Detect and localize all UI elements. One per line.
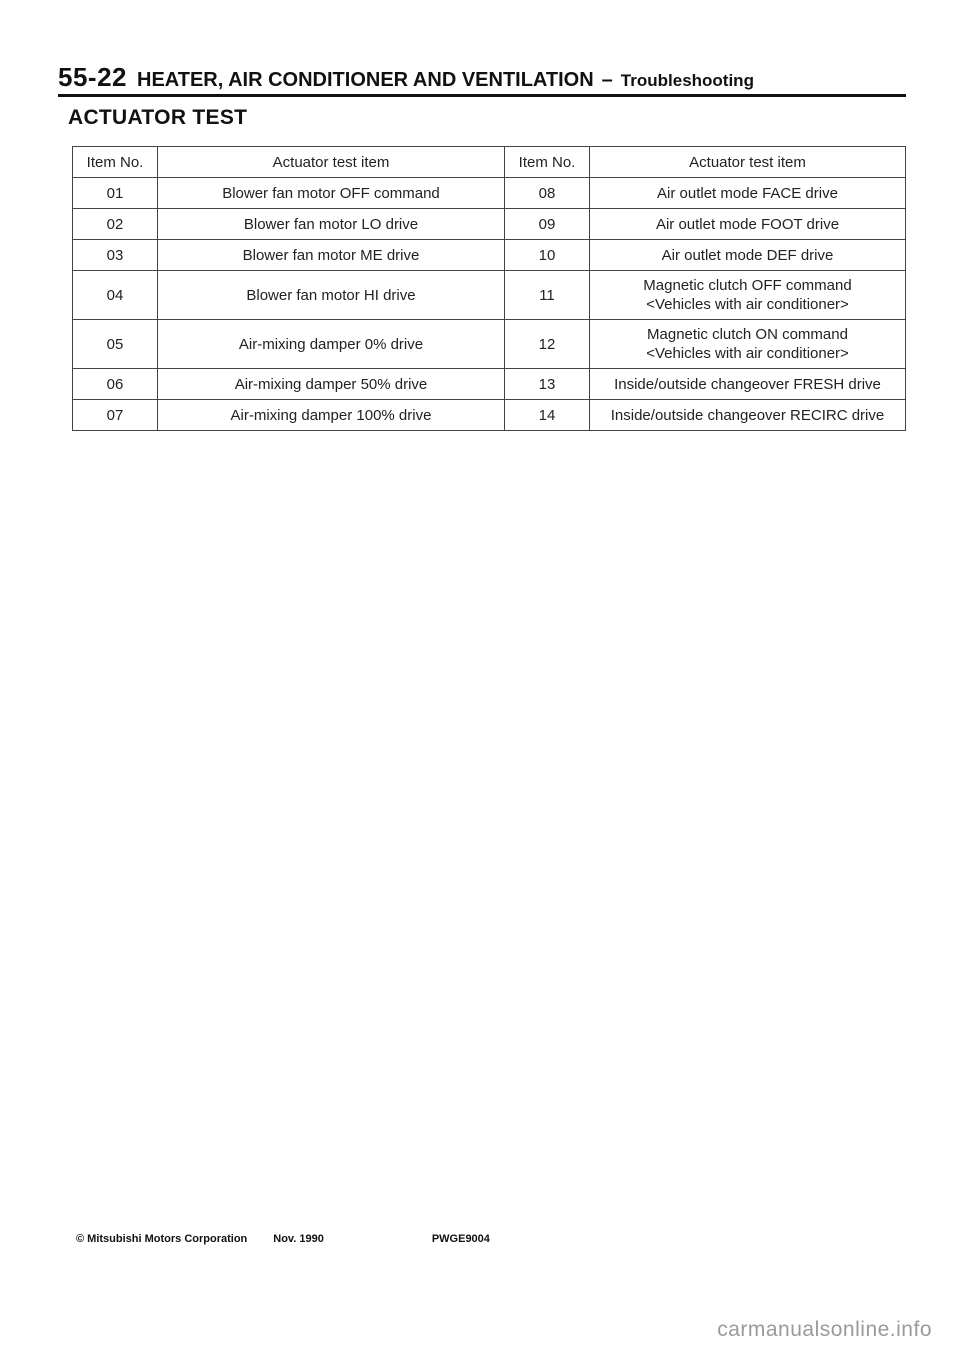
actuator-test-item: Inside/outside changeover RECIRC drive xyxy=(590,400,906,431)
page-number: 55-22 xyxy=(58,62,127,92)
item-no: 05 xyxy=(73,320,158,369)
title-separator: – xyxy=(601,69,613,91)
item-note: <Vehicles with air conditioner> xyxy=(646,296,849,313)
table-row xyxy=(73,400,906,431)
actuator-test-item: Inside/outside changeover FRESH drive xyxy=(590,369,906,400)
actuator-test-item: Blower fan motor HI drive xyxy=(158,271,505,320)
page-footer xyxy=(76,1233,516,1245)
actuator-test-item: Blower fan motor OFF command xyxy=(158,178,505,209)
watermark-text: carmanualsonline.info xyxy=(717,1318,932,1341)
table-row xyxy=(73,178,906,209)
item-no: 08 xyxy=(505,178,590,209)
item-line: Magnetic clutch ON command xyxy=(647,326,848,343)
table-row xyxy=(73,209,906,240)
actuator-test-item xyxy=(590,271,906,320)
actuator-test-item: Air outlet mode DEF drive xyxy=(590,240,906,271)
header-item-no-2: Item No. xyxy=(505,147,590,178)
chapter-title: HEATER, AIR CONDITIONER AND VENTILATION xyxy=(137,69,594,91)
document-code: PWGE9004 xyxy=(431,1233,490,1245)
item-no: 07 xyxy=(73,400,158,431)
actuator-test-table xyxy=(72,146,906,431)
item-line: Magnetic clutch OFF command xyxy=(643,277,852,294)
item-no: 04 xyxy=(73,271,158,320)
item-no: 02 xyxy=(73,209,158,240)
item-no: 10 xyxy=(505,240,590,271)
table-row xyxy=(73,240,906,271)
item-no: 12 xyxy=(505,320,590,369)
table-header-row xyxy=(73,147,906,178)
subsection-title: Troubleshooting xyxy=(620,71,754,90)
actuator-test-item: Air-mixing damper 50% drive xyxy=(158,369,505,400)
page-header xyxy=(58,62,906,97)
header-actuator-test-item-2: Actuator test item xyxy=(590,147,906,178)
table-row xyxy=(73,271,906,320)
header-item-no: Item No. xyxy=(73,147,158,178)
item-no: 09 xyxy=(505,209,590,240)
copyright-text: © Mitsubishi Motors Corporation xyxy=(76,1233,248,1245)
actuator-test-item: Blower fan motor ME drive xyxy=(158,240,505,271)
item-note: <Vehicles with air conditioner> xyxy=(646,345,849,362)
actuator-test-item: Air outlet mode FOOT drive xyxy=(590,209,906,240)
table-row xyxy=(73,369,906,400)
actuator-test-item: Blower fan motor LO drive xyxy=(158,209,505,240)
publication-date: Nov. 1990 xyxy=(273,1233,324,1245)
actuator-test-item: Air outlet mode FACE drive xyxy=(590,178,906,209)
actuator-test-item xyxy=(590,320,906,369)
item-no: 06 xyxy=(73,369,158,400)
section-title: ACTUATOR TEST xyxy=(68,106,248,129)
item-no: 11 xyxy=(505,271,590,320)
item-no: 14 xyxy=(505,400,590,431)
table-row xyxy=(73,320,906,369)
actuator-test-item: Air-mixing damper 100% drive xyxy=(158,400,505,431)
header-actuator-test-item: Actuator test item xyxy=(158,147,505,178)
item-no: 01 xyxy=(73,178,158,209)
item-no: 13 xyxy=(505,369,590,400)
item-no: 03 xyxy=(73,240,158,271)
actuator-test-item: Air-mixing damper 0% drive xyxy=(158,320,505,369)
